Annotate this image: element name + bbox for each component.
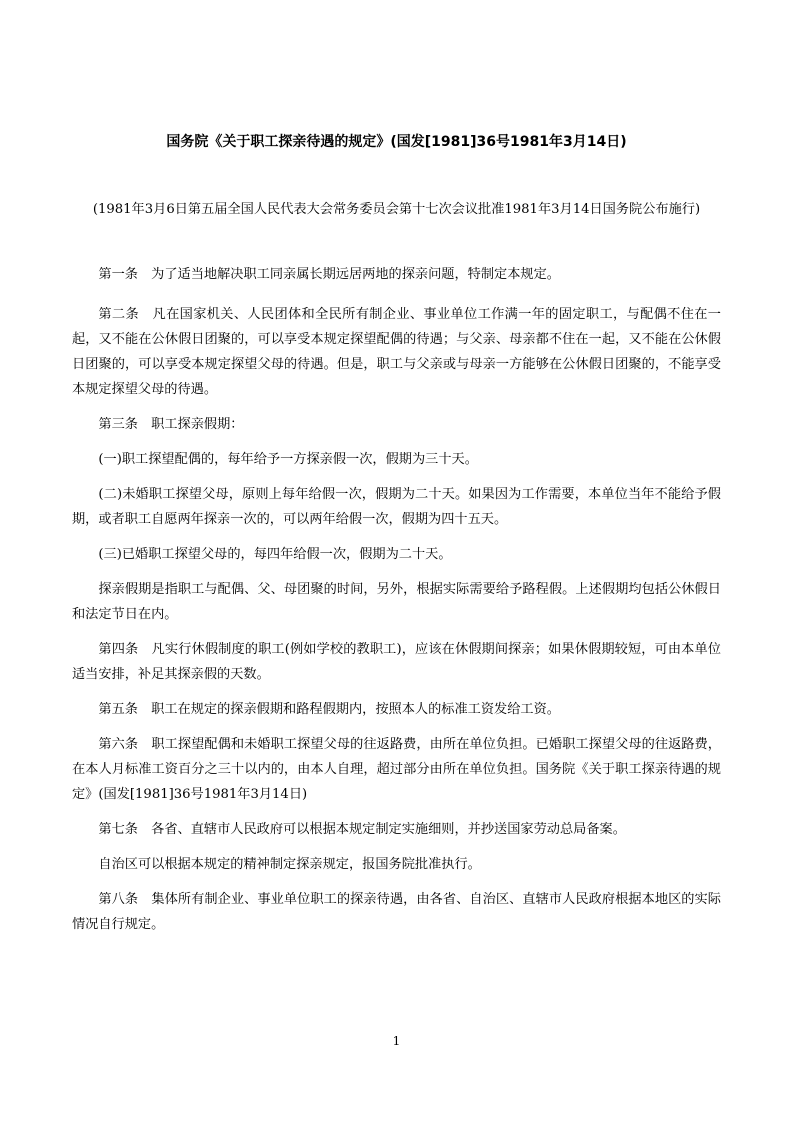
article-3-note: 探亲假期是指职工与配偶、父、母团聚的时间，另外，根据实际需要给予路程假。上述假期均包括公休假日和法定节日在内。: [72, 582, 721, 622]
article-6: 第六条 职工探望配偶和未婚职工探望父母的往返路费，由所在单位负担。已婚职工探望父母的往返路费，在本人月标准工资百分之三十以内的，由本人自理，超过部分由所在单位负担。国务院《关于职工探亲待遇的规定》(国发[1981]36号1981年3月14日): [72, 737, 721, 802]
article-3-item-3: (三)已婚职工探望父母的，每四年给假一次，假期为二十天。: [98, 547, 452, 562]
article-2: 第二条 凡在国家机关、人民团体和全民所有制企业、事业单位工作满一年的固定职工，与配偶不住在一起，又不能在公休假日团聚的，可以享受本规定探望配偶的待遇；与父亲、母亲都不住在一起，又不能在公休假日团聚的，可以享受本规定探望父母的待遇。但是，职工与父亲或与母亲一方能够在公休假日团聚的，不能享受本规定探望父母的待遇。: [72, 307, 721, 397]
article-3-item-1: (一)职工探望配偶的，每年给予一方探亲假一次，假期为三十天。: [98, 452, 478, 467]
article-3-item-2: (二)未婚职工探望父母，原则上每年给假一次，假期为二十天。如果因为工作需要，本单位当年不能给予假期，或者职工自愿两年探亲一次的，可以两年给假一次，假期为四十五天。: [72, 487, 721, 527]
document-title: 国务院《关于职工探亲待遇的规定》(国发[1981]36号1981年3月14日): [166, 134, 627, 150]
article-7: 第七条 各省、直辖市人民政府可以根据本规定制定实施细则，并抄送国家劳动总局备案。: [98, 822, 626, 837]
page-number: 1: [392, 1034, 401, 1048]
article-5: 第五条 职工在规定的探亲假期和路程假期内，按照本人的标准工资发给工资。: [98, 702, 560, 717]
article-3: 第三条 职工探亲假期：: [98, 417, 244, 432]
article-1: 第一条 为了适当地解决职工同亲属长期远居两地的探亲问题，特制定本规定。: [98, 267, 560, 282]
article-4: 第四条 凡实行休假制度的职工(例如学校的教职工)，应该在休假期间探亲；如果休假期较短，可由本单位适当安排，补足其探亲假的天数。: [72, 642, 721, 682]
document-subtitle: (1981年3月6日第五届全国人民代表大会常务委员会第十七次会议批准1981年3月14日国务院公布施行): [92, 202, 701, 217]
article-8: 第八条 集体所有制企业、事业单位职工的探亲待遇，由各省、自治区、直辖市人民政府根据本地区的实际情况自行规定。: [72, 892, 721, 932]
document-body: [72, 262, 721, 937]
article-7-note: 自治区可以根据本规定的精神制定探亲规定，报国务院批准执行。: [98, 857, 481, 872]
